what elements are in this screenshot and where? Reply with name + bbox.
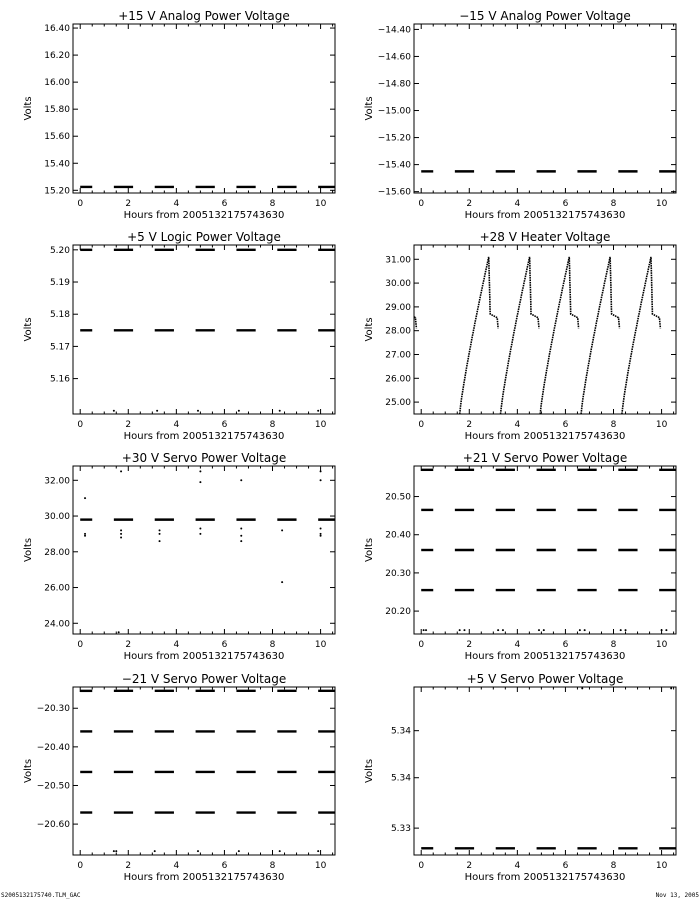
x-tick-label: 4	[173, 861, 180, 871]
x-tick-label: 4	[514, 640, 521, 650]
x-tick-label: 10	[314, 199, 327, 209]
data-point	[199, 470, 201, 472]
x-tick-label: 4	[173, 199, 180, 209]
y-axis-label: Volts	[23, 96, 34, 121]
data-point	[661, 629, 663, 631]
y-tick-label: 32.00	[44, 476, 70, 487]
y-tick-label: −15.40	[377, 160, 411, 171]
y-axis-label: Volts	[23, 537, 34, 563]
y-tick-label: 24.00	[44, 619, 70, 630]
data-point	[279, 410, 281, 412]
y-tick-label: −20.60	[36, 820, 70, 831]
y-tick-label: 30.00	[44, 512, 70, 523]
data-point	[118, 631, 120, 633]
y-axis-label: Volts	[364, 96, 375, 121]
data-point	[238, 410, 240, 412]
footer-date-label: Nov 13, 2005	[655, 892, 699, 899]
data-point	[320, 470, 322, 472]
data-point	[320, 533, 322, 535]
x-tick-label: 8	[269, 640, 276, 650]
plot-frame	[414, 687, 676, 855]
y-tick-label: 30.00	[385, 279, 411, 290]
data-point	[84, 497, 86, 499]
data-point	[581, 687, 583, 689]
data-point	[670, 687, 672, 689]
data-point	[463, 629, 465, 631]
data-layer	[378, 257, 661, 414]
x-tick-label: 4	[514, 420, 521, 430]
chart-title: +28 V Heater Voltage	[479, 230, 611, 244]
x-tick-label: 4	[173, 420, 180, 430]
y-tick-label: 20.40	[385, 530, 411, 541]
x-tick-label: 6	[562, 861, 569, 871]
x-axis-label: Hours from 2005132175743630	[123, 431, 285, 442]
data-point	[240, 528, 242, 530]
data-point	[459, 629, 461, 631]
x-tick-label: 10	[314, 420, 327, 430]
chart-title: +15 V Analog Power Voltage	[118, 9, 290, 23]
x-tick-label: 0	[418, 420, 425, 430]
data-point	[497, 629, 499, 631]
data-point	[502, 629, 504, 631]
heater-cycle-line	[501, 257, 540, 414]
chart-panel-1	[23, 9, 335, 221]
x-tick-label: 0	[77, 420, 84, 430]
data-point	[281, 581, 283, 583]
x-tick-label: 2	[125, 640, 132, 650]
data-point	[543, 629, 545, 631]
x-tick-label: 2	[466, 861, 473, 871]
x-tick-label: 8	[269, 861, 276, 871]
x-tick-label: 2	[466, 640, 473, 650]
x-tick-label: 10	[655, 640, 668, 650]
heater-cycle-line	[540, 257, 578, 414]
y-tick-label: 16.40	[44, 24, 70, 35]
data-point	[159, 533, 161, 535]
data-layer	[421, 687, 676, 848]
plot-frame	[73, 466, 335, 634]
heater-cycle-line	[581, 257, 619, 414]
data-point	[159, 529, 161, 531]
data-point	[665, 629, 667, 631]
y-tick-label: 20.20	[385, 607, 411, 618]
data-point	[423, 629, 425, 631]
x-tick-label: 8	[269, 420, 276, 430]
x-tick-label: 10	[655, 861, 668, 871]
x-axis-label: Hours from 2005132175743630	[464, 431, 626, 442]
y-axis-label: Volts	[364, 758, 375, 784]
y-tick-label: −20.50	[36, 781, 70, 792]
data-point	[538, 629, 540, 631]
x-tick-label: 4	[173, 640, 180, 650]
y-tick-label: 5.34	[390, 773, 411, 784]
x-tick-label: 2	[466, 420, 473, 430]
x-tick-label: 0	[418, 199, 425, 209]
data-point	[238, 850, 240, 852]
chart-title: +30 V Servo Power Voltage	[121, 451, 287, 465]
x-tick-label: 2	[125, 861, 132, 871]
x-tick-label: 4	[514, 861, 521, 871]
data-point	[625, 629, 627, 631]
x-tick-label: 6	[562, 420, 569, 430]
x-axis-label: Hours from 2005132175743630	[123, 210, 285, 221]
y-tick-label: 27.00	[385, 350, 411, 361]
y-tick-label: −15.00	[377, 106, 411, 117]
y-axis-label: Volts	[364, 317, 375, 342]
y-tick-label: 15.40	[44, 159, 70, 170]
y-tick-label: 5.18	[49, 310, 70, 321]
x-tick-label: 6	[221, 861, 228, 871]
heater-cycle-line	[622, 257, 661, 414]
x-tick-label: 10	[655, 420, 668, 430]
y-tick-label: 15.80	[44, 105, 70, 116]
x-tick-label: 8	[269, 199, 276, 209]
y-tick-label: 20.50	[385, 492, 411, 503]
y-tick-label: 15.20	[44, 186, 70, 197]
y-tick-label: 5.16	[49, 374, 70, 385]
data-point	[120, 536, 122, 538]
plot-frame	[73, 24, 335, 193]
data-point	[579, 629, 581, 631]
data-point	[115, 850, 117, 852]
data-point	[240, 479, 242, 481]
chart-panel-4	[364, 230, 676, 442]
plot-frame	[414, 245, 676, 414]
data-point	[281, 529, 283, 531]
x-axis-label: Hours from 2005132175743630	[464, 651, 626, 662]
y-tick-label: 5.19	[49, 278, 70, 289]
chart-title: +5 V Logic Power Voltage	[127, 230, 281, 244]
x-tick-label: 10	[314, 640, 327, 650]
chart-panel-2	[364, 9, 676, 221]
plot-frame	[414, 24, 676, 193]
x-axis-label: Hours from 2005132175743630	[464, 210, 626, 221]
x-axis-label: Hours from 2005132175743630	[123, 872, 285, 883]
y-tick-label: 15.60	[44, 132, 70, 143]
x-tick-label: 0	[418, 861, 425, 871]
chart-panel-6	[364, 451, 676, 662]
chart-title: −15 V Analog Power Voltage	[459, 9, 631, 23]
data-point	[197, 410, 199, 412]
x-tick-label: 8	[610, 199, 617, 209]
y-tick-label: 5.34	[390, 726, 411, 737]
y-axis-label: Volts	[23, 317, 34, 342]
x-tick-label: 8	[610, 420, 617, 430]
data-point	[320, 528, 322, 530]
chart-title: +21 V Servo Power Voltage	[462, 451, 628, 465]
x-tick-label: 6	[562, 640, 569, 650]
x-tick-label: 6	[562, 199, 569, 209]
y-tick-label: −15.60	[377, 187, 411, 198]
y-tick-label: −20.30	[36, 704, 70, 715]
x-tick-label: 0	[77, 640, 84, 650]
data-point	[320, 535, 322, 537]
chart-panel-3	[23, 230, 335, 442]
x-tick-label: 2	[125, 199, 132, 209]
data-point	[199, 481, 201, 483]
data-point	[113, 850, 115, 852]
data-point	[120, 533, 122, 535]
data-point	[120, 470, 122, 472]
y-axis-label: Volts	[364, 537, 375, 563]
y-tick-label: 20.30	[385, 568, 411, 579]
x-tick-label: 0	[77, 199, 84, 209]
x-tick-label: 6	[221, 640, 228, 650]
y-axis-label: Volts	[23, 758, 34, 784]
y-tick-label: 25.00	[385, 398, 411, 409]
data-point	[317, 410, 319, 412]
data-layer	[80, 691, 335, 852]
data-point	[113, 410, 115, 412]
x-tick-label: 2	[466, 199, 473, 209]
chart-title: +5 V Servo Power Voltage	[466, 672, 624, 686]
x-axis-label: Hours from 2005132175743630	[464, 872, 626, 883]
y-tick-label: 5.17	[49, 342, 70, 353]
y-tick-label: 31.00	[385, 255, 411, 266]
chart-panel-5	[23, 451, 335, 662]
data-point	[197, 850, 199, 852]
data-point	[279, 850, 281, 852]
y-tick-label: 5.20	[49, 245, 70, 256]
data-point	[199, 528, 201, 530]
data-point	[320, 479, 322, 481]
y-tick-label: −14.80	[377, 79, 411, 90]
heater-cycle-line	[460, 257, 498, 414]
y-tick-label: 29.00	[385, 302, 411, 313]
chart-panel-8	[364, 672, 676, 883]
data-layer	[80, 250, 335, 412]
data-point	[156, 410, 158, 412]
footer-file-label: S2005132175740.TLM_GAC	[1, 892, 81, 899]
x-tick-label: 8	[610, 861, 617, 871]
chart-title: −21 V Servo Power Voltage	[121, 672, 287, 686]
x-tick-label: 0	[418, 640, 425, 650]
data-point	[159, 540, 161, 542]
x-tick-label: 10	[655, 199, 668, 209]
y-tick-label: 5.33	[390, 824, 411, 835]
data-point	[84, 535, 86, 537]
data-point	[317, 850, 319, 852]
chart-panel-7	[23, 672, 335, 883]
data-point	[199, 533, 201, 535]
y-tick-label: −15.20	[377, 133, 411, 144]
y-tick-label: −20.40	[36, 742, 70, 753]
data-point	[120, 529, 122, 531]
y-tick-label: 26.00	[385, 374, 411, 385]
data-point	[425, 629, 427, 631]
y-tick-label: −14.60	[377, 52, 411, 63]
x-tick-label: 2	[125, 420, 132, 430]
data-point	[84, 533, 86, 535]
data-layer	[421, 470, 676, 631]
x-tick-label: 6	[221, 420, 228, 430]
y-tick-label: 26.00	[44, 583, 70, 594]
y-tick-label: 28.00	[385, 326, 411, 337]
x-tick-label: 6	[221, 199, 228, 209]
y-tick-label: 28.00	[44, 547, 70, 558]
y-tick-label: −14.40	[377, 25, 411, 36]
x-tick-label: 4	[514, 199, 521, 209]
x-tick-label: 8	[610, 640, 617, 650]
data-point	[240, 540, 242, 542]
y-tick-label: 16.20	[44, 51, 70, 62]
x-tick-label: 0	[77, 861, 84, 871]
x-axis-label: Hours from 2005132175743630	[123, 651, 285, 662]
data-point	[584, 629, 586, 631]
x-tick-label: 10	[314, 861, 327, 871]
data-point	[154, 850, 156, 852]
y-tick-label: 16.00	[44, 78, 70, 89]
data-point	[620, 629, 622, 631]
data-point	[240, 535, 242, 537]
data-layer	[80, 470, 335, 633]
